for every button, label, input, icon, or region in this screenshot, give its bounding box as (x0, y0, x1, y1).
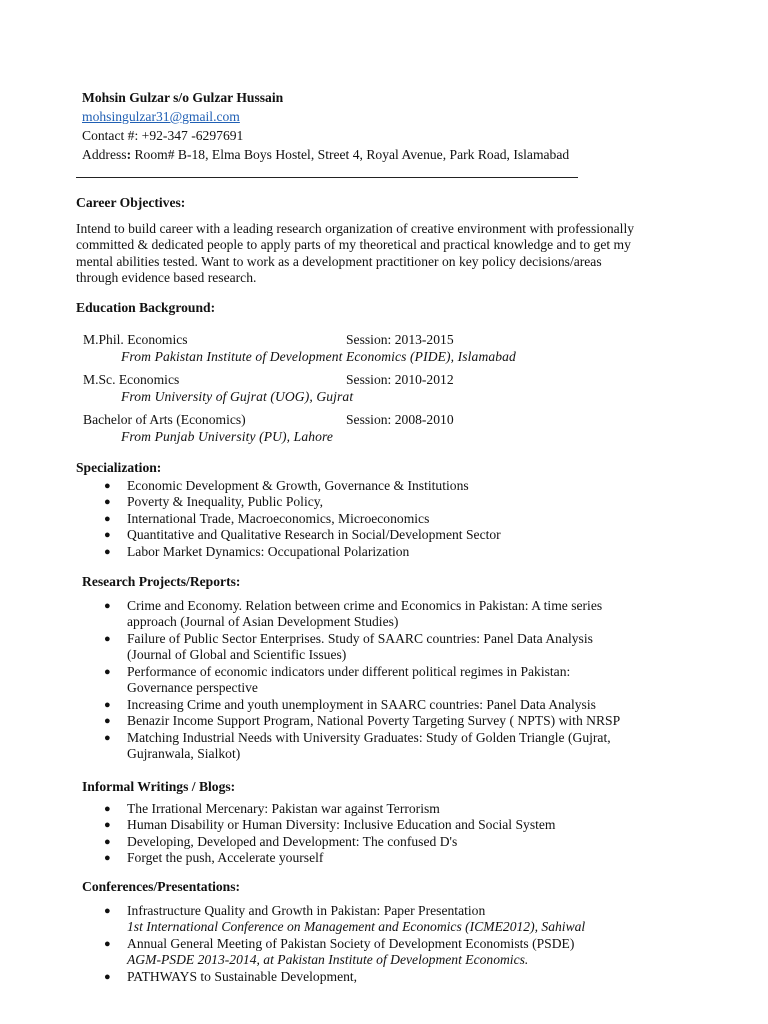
list-item: ● The Irrational Mercenary: Pakistan war against Terrorism (104, 800, 440, 816)
applicant-name: Mohsin Gulzar s/o Gulzar Hussain (82, 90, 284, 105)
writings-heading: Informal Writings / Blogs: (82, 779, 236, 794)
bullet-icon: ● (104, 731, 111, 744)
address-line (82, 145, 569, 164)
education-entry (76, 372, 656, 406)
list-item: ● Economic Development & Growth, Governance & Institutions (104, 477, 469, 493)
conferences-heading: Conferences/Presentations: (82, 879, 241, 894)
list-item: ● Matching Industrial Needs with University Graduates: Study of Golden Triangle (Gujrat, Gujranwala, Sialkot) (104, 729, 611, 761)
bullet-icon: ● (104, 852, 111, 864)
bullet-icon: ● (104, 599, 111, 612)
bullet-icon: ● (104, 819, 111, 831)
contact-header (82, 88, 569, 164)
bullet-icon: ● (104, 632, 111, 645)
conferences-section (82, 879, 662, 985)
career-line: through evidence based research. (76, 270, 257, 285)
specialization-heading: Specialization: (76, 460, 162, 475)
email-link[interactable]: mohsingulzar31@gmail.com (82, 109, 240, 124)
career-line: committed & dedicated people to apply parts of my theoretical and practical knowledge and to get my (76, 237, 631, 252)
bullet-icon: ● (104, 698, 111, 711)
bullet-icon: ● (104, 904, 111, 917)
career-heading: Career Objectives: (76, 195, 186, 210)
degree-institution: From Pakistan Institute of Development Economics (PIDE), Islamabad (121, 348, 516, 364)
degree-session: Session: 2008-2010 (346, 411, 454, 427)
contact-number: Contact #: +92-347 -6297691 (82, 128, 244, 143)
degree-institution: From Punjab University (PU), Lahore (121, 428, 334, 444)
address-label: Address (82, 147, 127, 162)
bullet-icon: ● (104, 835, 111, 848)
research-heading: Research Projects/Reports: (82, 574, 241, 589)
writings-section (82, 779, 662, 867)
list-item: ● International Trade, Macroeconomics, Microeconomics (104, 510, 430, 526)
bullet-icon: ● (104, 545, 111, 558)
list-item: ● Developing, Developed and Development: The confused D's (104, 833, 458, 849)
education-entry (76, 412, 656, 446)
degree-name: M.Sc. Economics (83, 371, 180, 387)
list-item: ● Crime and Economy. Relation between crime and Economics in Pakistan: A time series approach (Journal of Asian Development Studies) (104, 597, 603, 629)
degree-session: Session: 2010-2012 (346, 371, 454, 387)
education-section (76, 300, 656, 446)
list-item: ● Forget the push, Accelerate yourself (104, 850, 324, 865)
career-line: mental abilities tested. Want to work as a development practitioner on key policy decisions/areas (76, 253, 602, 269)
bullet-icon: ● (104, 970, 111, 983)
list-item: ● Annual General Meeting of Pakistan Society of Development Economists (PSDE) AGM-PSDE 2013-2014, at Pakistan Institute of Development Economics. (104, 935, 575, 967)
list-item: ● Benazir Income Support Program, National Poverty Targeting Survey ( NPTS) with NRSP (104, 713, 621, 728)
degree-name: M.Phil. Economics (83, 331, 188, 347)
bullet-icon: ● (104, 665, 111, 678)
specialization-section (76, 460, 656, 560)
list-item: ● Performance of economic indicators under different political regimes in Pakistan: Governance perspective (104, 663, 571, 695)
list-item: ● Poverty & Inequality, Public Policy, (104, 494, 324, 509)
bullet-icon: ● (104, 715, 111, 727)
address-colon: : (126, 147, 132, 162)
list-item: ● Infrastructure Quality and Growth in Pakistan: Paper Presentation 1st International Conference on Management and Economics (ICME2012), Sahiwal (104, 902, 586, 934)
degree-institution: From University of Gujrat (UOG), Gujrat (121, 388, 354, 404)
address-value: Room# B-18, Elma Boys Hostel, Street 4, Royal Avenue, Park Road, Islamabad (131, 147, 570, 162)
list-item: ● Failure of Public Sector Enterprises. Study of SAARC countries: Panel Data Analysis (Journal of Global and Scientific Issues) (104, 630, 593, 662)
education-heading: Education Background: (76, 300, 216, 315)
bullet-icon: ● (104, 479, 111, 492)
education-entry (76, 332, 656, 366)
bullet-icon: ● (104, 496, 111, 508)
career-text (76, 221, 656, 287)
degree-session: Session: 2013-2015 (346, 331, 454, 347)
career-line: Intend to build career with a leading research organization of creative environment with professionally (76, 220, 635, 236)
degree-name: Bachelor of Arts (Economics) (83, 411, 246, 427)
list-item: ● Quantitative and Qualitative Research in Social/Development Sector (104, 527, 501, 542)
list-item: ● Labor Market Dynamics: Occupational Polarization (104, 543, 410, 559)
list-item: ● PATHWAYS to Sustainable Development, (104, 968, 358, 984)
bullet-icon: ● (104, 512, 111, 525)
bullet-icon: ● (104, 802, 111, 815)
career-objectives-section (76, 195, 656, 287)
list-item: ● Human Disability or Human Diversity: Inclusive Education and Social System (104, 817, 556, 832)
header-divider (76, 177, 578, 178)
research-section (82, 574, 662, 763)
list-item: ● Increasing Crime and youth unemployment in SAARC countries: Panel Data Analysis (104, 696, 596, 712)
bullet-icon: ● (104, 937, 111, 950)
bullet-icon: ● (104, 529, 111, 541)
